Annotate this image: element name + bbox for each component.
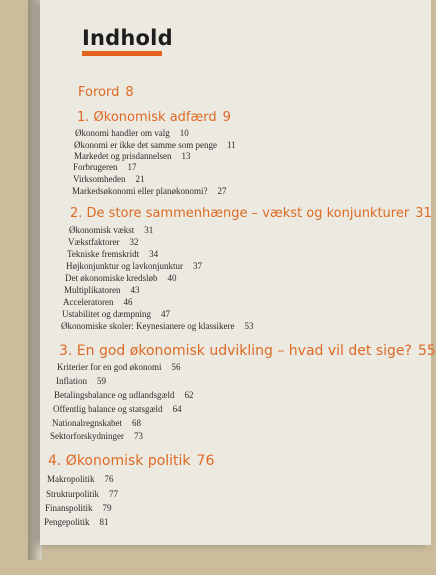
toc-page-number: 9 <box>222 110 231 125</box>
toc-heading-chapter-2 <box>70 206 432 221</box>
toc-entry: Sektorforskydninger 73 <box>50 431 143 441</box>
toc-entry: Økonomi handler om valg 10 <box>75 128 189 138</box>
toc-entry: Nationalregnskabet 68 <box>52 418 141 428</box>
toc-entry: Offentlig balance og statsgæld 64 <box>53 404 182 414</box>
toc-heading-label: 1. Økonomisk adfærd <box>77 110 217 125</box>
toc-heading-forord <box>78 85 134 100</box>
toc-page-number: 31 <box>415 206 432 221</box>
toc-heading-chapter-3 <box>59 343 436 359</box>
toc-entry: Økonomi er ikke det samme som penge 11 <box>74 140 236 150</box>
toc-entry: Kriterier for en god økonomi 56 <box>57 362 181 372</box>
toc-entry: Makropolitik 76 <box>47 474 114 484</box>
toc-entry: Acceleratoren 46 <box>63 297 133 307</box>
toc-title <box>82 26 173 56</box>
toc-entry: Markedet og prisdannelsen 13 <box>74 151 191 161</box>
toc-entry: Vækstfaktorer 32 <box>68 237 139 247</box>
toc-entry: Forbrugeren 17 <box>73 162 137 172</box>
toc-entry: Højkonjunktur og lavkonjunktur 37 <box>66 261 202 271</box>
toc-heading-label: 3. En god økonomisk udvikling – hvad vil det sige? <box>59 343 412 359</box>
toc-entry: Tekniske fremskridt 34 <box>67 249 159 259</box>
toc-entry: Inflation 59 <box>56 376 106 386</box>
toc-entry: Strukturpolitik 77 <box>46 489 119 499</box>
toc-page-number: 55 <box>417 343 436 359</box>
toc-heading-label: 2. De store sammenhænge – vækst og konjunkturer <box>70 206 410 221</box>
toc-entry: Multiplikatoren 43 <box>64 285 140 295</box>
toc-entry: Betalingsbalance og udlandsgæld 62 <box>54 390 194 400</box>
toc-entry: Pengepolitik 81 <box>44 517 109 527</box>
toc-entry: Ustabilitet og dæmpning 47 <box>62 309 170 319</box>
toc-entry: Økonomiske skoler: Keynesianere og klassikere 53 <box>61 321 254 331</box>
title-underline <box>82 51 162 56</box>
toc-heading-label: Forord <box>78 85 120 100</box>
toc-entry: Finanspolitik 79 <box>45 503 112 513</box>
toc-entry: Virksomheden 21 <box>73 174 145 184</box>
toc-entry: Det økonomiske kredsløb 40 <box>65 273 177 283</box>
toc-entry: Økonomisk vækst 31 <box>69 225 154 235</box>
toc-entry: Markedsøkonomi eller planøkonomi? 27 <box>72 186 227 196</box>
toc-heading-chapter-4 <box>48 453 214 469</box>
page-title: Indhold <box>82 26 173 50</box>
toc-heading-chapter-1 <box>77 110 231 125</box>
toc-page-number: 76 <box>196 453 215 469</box>
toc-heading-label: 4. Økonomisk politik <box>48 453 191 469</box>
toc-page-number: 8 <box>125 85 134 100</box>
